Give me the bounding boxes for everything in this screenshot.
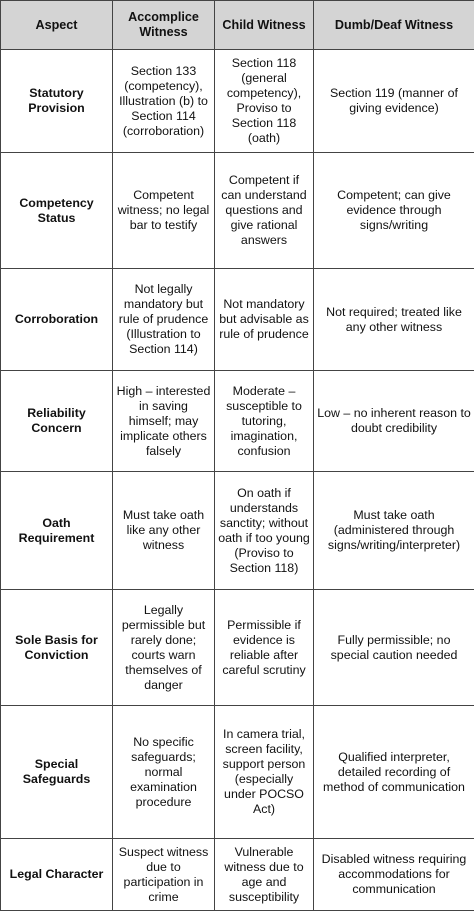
aspect-cell: Legal Character <box>1 839 113 911</box>
aspect-cell: Reliability Concern <box>1 371 113 472</box>
dumb-deaf-cell: Low – no inherent reason to doubt credibility <box>314 371 474 472</box>
table-row-corroboration <box>1 269 474 371</box>
dumb-deaf-cell: Must take oath (administered through signs/writing/interpreter) <box>314 472 474 590</box>
dumb-deaf-cell: Disabled witness requiring accommodations for communication <box>314 839 474 911</box>
table-row-statutory-provision <box>1 50 474 153</box>
child-cell: Vulnerable witness due to age and susceptibility <box>215 839 314 911</box>
header-aspect: Aspect <box>1 1 113 50</box>
accomplice-cell: Must take oath like any other witness <box>113 472 215 590</box>
child-cell: On oath if understands sanctity; without oath if too young (Proviso to Section 118) <box>215 472 314 590</box>
table-row-special-safeguards <box>1 706 474 839</box>
header-row <box>1 1 474 50</box>
dumb-deaf-cell: Section 119 (manner of giving evidence) <box>314 50 474 153</box>
accomplice-cell: High – interested in saving himself; may implicate others falsely <box>113 371 215 472</box>
aspect-cell: Corroboration <box>1 269 113 371</box>
aspect-cell: Competency Status <box>1 153 113 269</box>
child-cell: Permissible if evidence is reliable after careful scrutiny <box>215 590 314 706</box>
header-accomplice-witness: Accomplice Witness <box>113 1 215 50</box>
accomplice-cell: Suspect witness due to participation in crime <box>113 839 215 911</box>
table-row-competency-status <box>1 153 474 269</box>
child-cell: Not mandatory but advisable as rule of prudence <box>215 269 314 371</box>
accomplice-cell: Competent witness; no legal bar to testify <box>113 153 215 269</box>
child-cell: In camera trial, screen facility, support person (especially under POCSO Act) <box>215 706 314 839</box>
aspect-cell: Statutory Provision <box>1 50 113 153</box>
child-cell: Competent if can understand questions and give rational answers <box>215 153 314 269</box>
table-row-legal-character <box>1 839 474 911</box>
dumb-deaf-cell: Fully permissible; no special caution needed <box>314 590 474 706</box>
accomplice-cell: No specific safeguards; normal examination procedure <box>113 706 215 839</box>
dumb-deaf-cell: Not required; treated like any other witness <box>314 269 474 371</box>
accomplice-cell: Not legally mandatory but rule of prudence (Illustration to Section 114) <box>113 269 215 371</box>
aspect-cell: Sole Basis for Conviction <box>1 590 113 706</box>
table-row-sole-basis-for-conviction <box>1 590 474 706</box>
dumb-deaf-cell: Qualified interpreter, detailed recording of method of communication <box>314 706 474 839</box>
aspect-cell: Special Safeguards <box>1 706 113 839</box>
dumb-deaf-cell: Competent; can give evidence through signs/writing <box>314 153 474 269</box>
child-cell: Section 118 (general competency), Proviso to Section 118 (oath) <box>215 50 314 153</box>
aspect-cell: Oath Requirement <box>1 472 113 590</box>
child-cell: Moderate – susceptible to tutoring, imagination, confusion <box>215 371 314 472</box>
table-row-reliability-concern <box>1 371 474 472</box>
accomplice-cell: Legally permissible but rarely done; courts warn themselves of danger <box>113 590 215 706</box>
header-child-witness: Child Witness <box>215 1 314 50</box>
table-row-oath-requirement <box>1 472 474 590</box>
accomplice-cell: Section 133 (competency), Illustration (b) to Section 114 (corroboration) <box>113 50 215 153</box>
header-dumb-deaf-witness: Dumb/Deaf Witness <box>314 1 474 50</box>
